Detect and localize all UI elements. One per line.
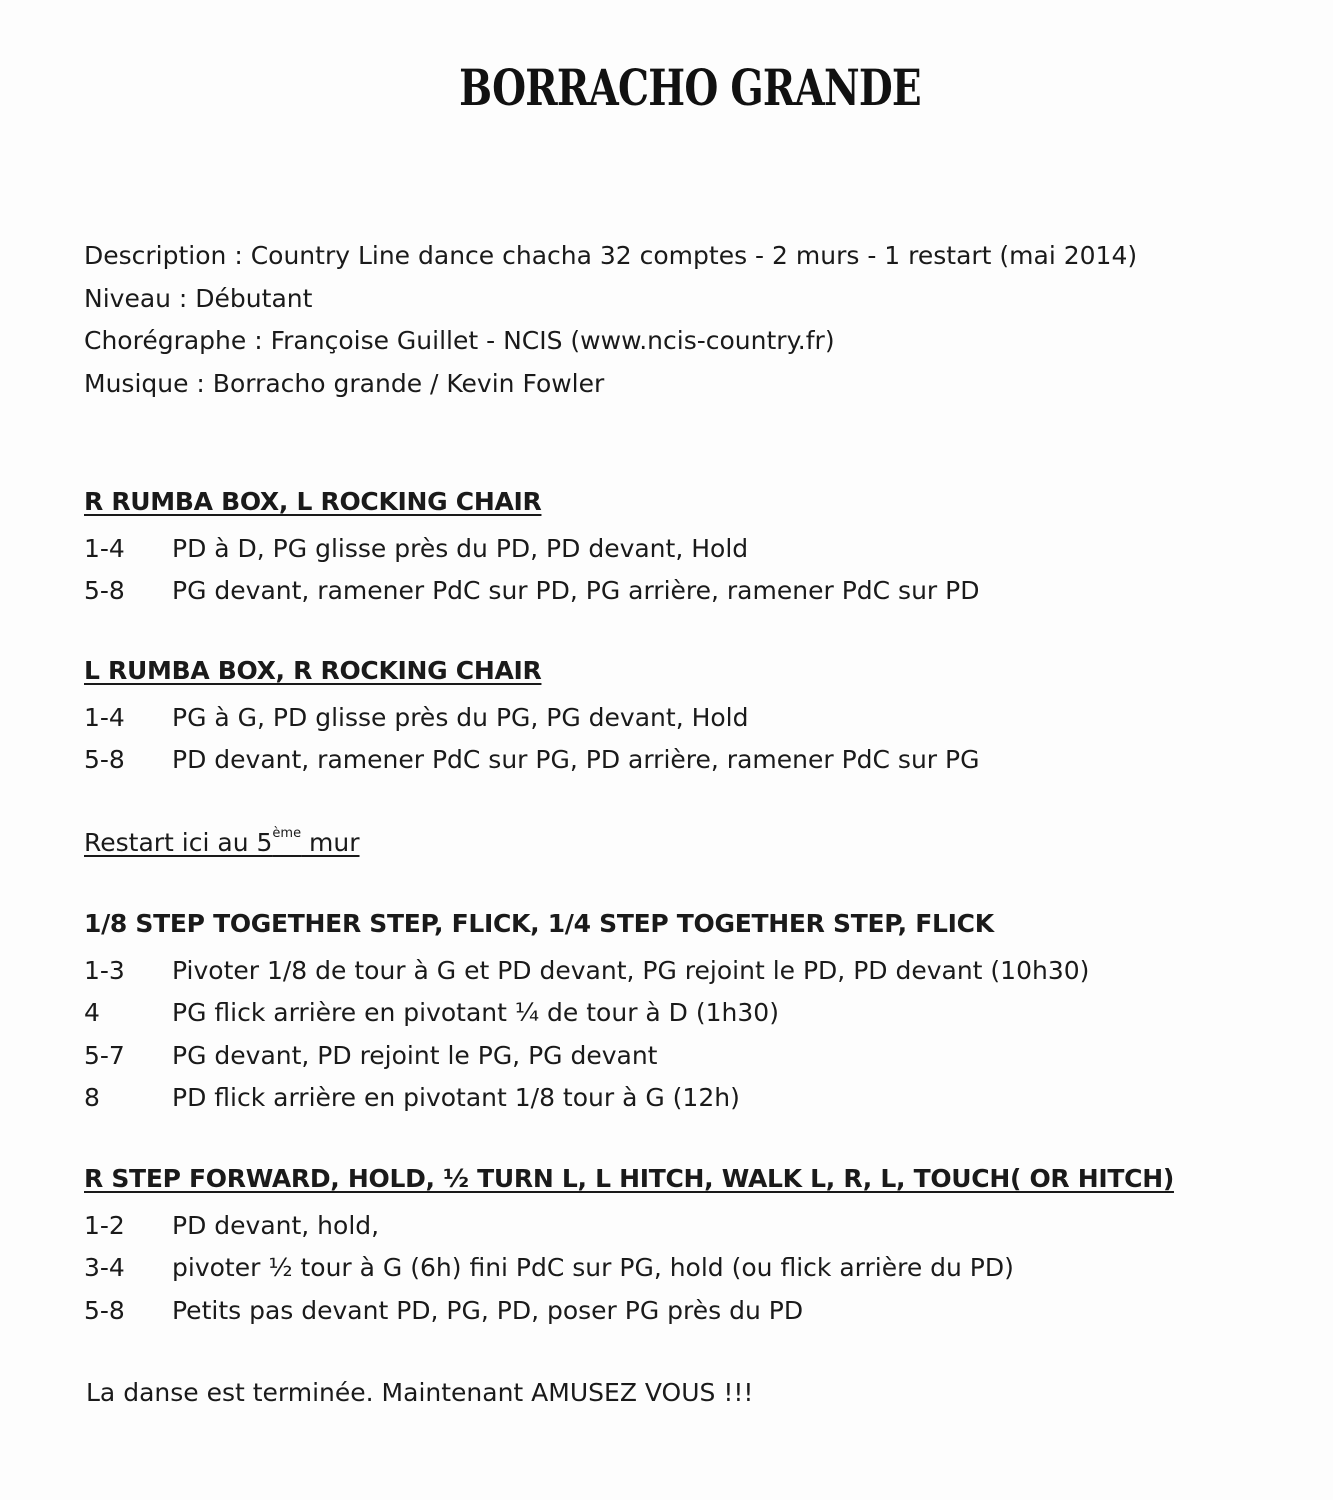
step-count: 1-2 <box>84 1211 125 1240</box>
closing-line: La danse est terminée. Maintenant AMUSEZ VOUS !!! <box>86 1378 754 1407</box>
step-count: 4 <box>84 998 100 1028</box>
description-line: Description : Country Line dance chacha 32 comptes - 2 murs - 1 restart (mai 2014) <box>84 241 1138 270</box>
step-row <box>84 528 979 570</box>
step-count: 1-4 <box>84 703 125 732</box>
step-text: pivoter ½ tour à G (6h) fini PdC sur PG, hold (ou flick arrière du PD) <box>172 1253 1014 1283</box>
step-text: PD devant, hold, <box>172 1211 380 1240</box>
step-row <box>84 570 979 612</box>
step-count: 5-8 <box>84 745 125 775</box>
restart-note <box>84 828 360 857</box>
step-count: 1-3 <box>84 956 125 985</box>
step-count: 1-4 <box>84 534 125 563</box>
choreographer-line: Chorégraphe : Françoise Guillet - NCIS (www.ncis-country.fr) <box>84 326 835 355</box>
step-row <box>84 1205 1014 1247</box>
step-text: PG à G, PD glisse près du PG, PG devant, Hold <box>172 703 749 732</box>
step-text: PD flick arrière en pivotant 1/8 tour à G (12h) <box>172 1082 740 1112</box>
step-list <box>84 528 979 613</box>
step-row <box>84 1290 1014 1332</box>
step-list <box>84 697 979 782</box>
step-row <box>84 697 979 739</box>
step-text: PG devant, PD rejoint le PG, PG devant <box>172 1040 658 1070</box>
section-title: R STEP FORWARD, HOLD, ½ TURN L, L HITCH, WALK L, R, L, TOUCH( OR HITCH) <box>84 1164 1174 1193</box>
restart-text: Restart ici au 5 <box>84 828 273 857</box>
restart-superscript: ème <box>272 826 302 841</box>
step-count: 5-7 <box>84 1040 125 1070</box>
step-count: 5-8 <box>84 1295 125 1325</box>
step-list <box>84 1205 1014 1332</box>
step-count: 3-4 <box>84 1253 125 1283</box>
dance-info <box>84 235 1137 405</box>
step-text: Pivoter 1/8 de tour à G et PD devant, PG rejoint le PD, PD devant (10h30) <box>172 956 1090 985</box>
music-line: Musique : Borracho grande / Kevin Fowler <box>84 368 605 398</box>
step-count: 8 <box>84 1082 100 1112</box>
step-count: 5-8 <box>84 576 125 606</box>
section-title: R RUMBA BOX, L ROCKING CHAIR <box>84 487 542 516</box>
section-title: 1/8 STEP TOGETHER STEP, FLICK, 1/4 STEP TOGETHER STEP, FLICK <box>84 909 994 938</box>
page-title: BORRACHO GRANDE <box>459 58 921 117</box>
step-text: PG devant, ramener PdC sur PD, PG arrière, ramener PdC sur PD <box>172 576 980 606</box>
step-row <box>84 1077 1089 1119</box>
step-text: PD devant, ramener PdC sur PG, PD arrière, ramener PdC sur PG <box>172 745 980 775</box>
step-text: PG flick arrière en pivotant ¼ de tour à D (1h30) <box>172 998 779 1028</box>
step-text: PD à D, PG glisse près du PD, PD devant, Hold <box>172 534 749 563</box>
level-line: Niveau : Débutant <box>84 283 313 313</box>
step-row <box>84 1035 1089 1077</box>
step-row <box>84 1247 1014 1289</box>
step-row <box>84 992 1089 1034</box>
step-row <box>84 950 1089 992</box>
step-row <box>84 739 979 781</box>
step-text: Petits pas devant PD, PG, PD, poser PG près du PD <box>172 1295 804 1325</box>
step-list <box>84 950 1089 1119</box>
restart-text-end: mur <box>301 828 360 857</box>
section-title: L RUMBA BOX, R ROCKING CHAIR <box>84 656 542 685</box>
